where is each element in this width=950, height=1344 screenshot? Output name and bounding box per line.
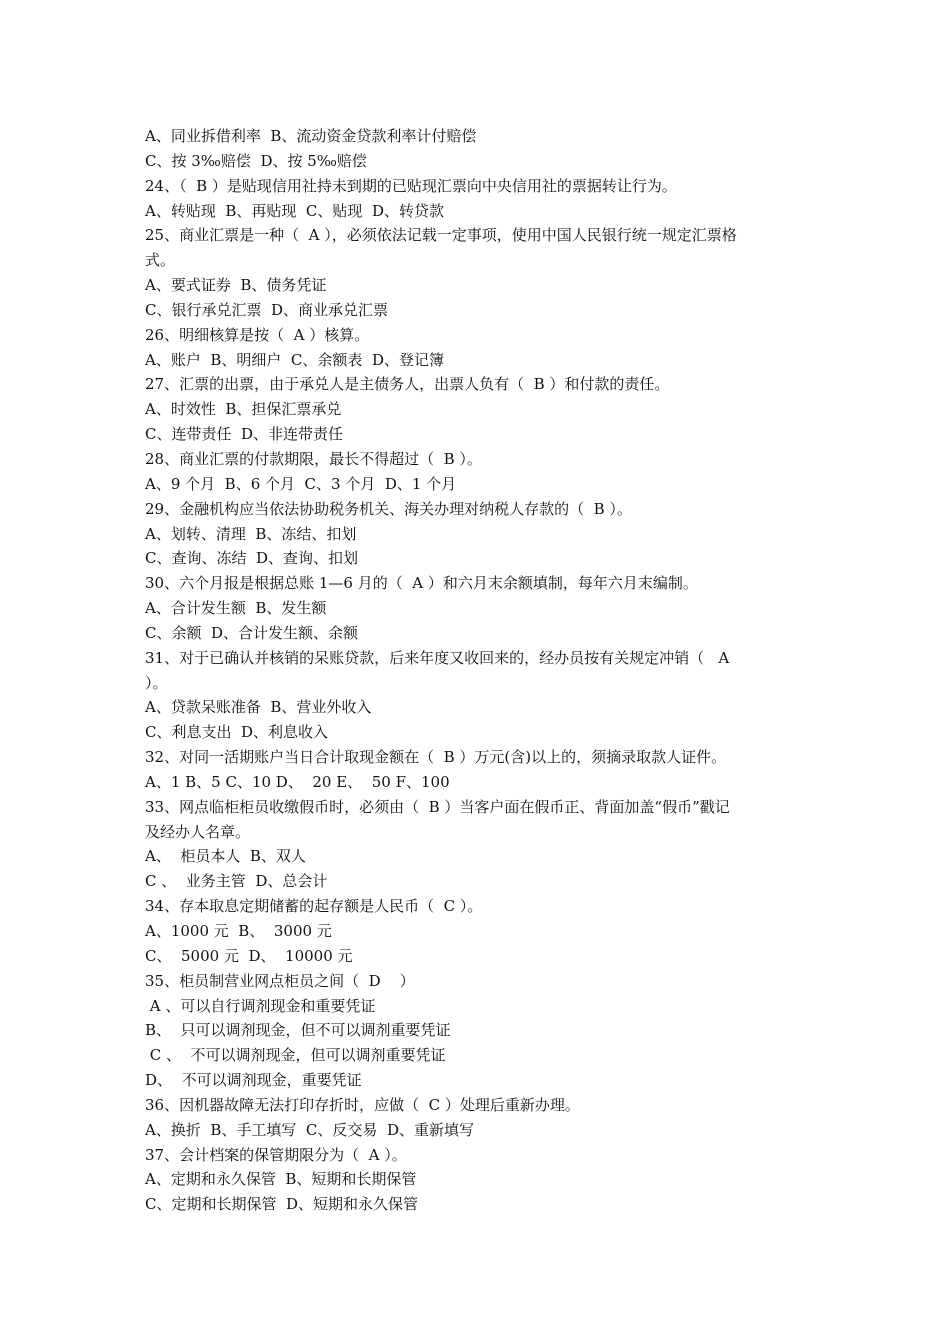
options-line: D、 不可以调剂现金，重要凭证: [145, 1071, 362, 1090]
options-line: A、贷款呆账准备 B、营业外收入: [145, 698, 372, 717]
options-line: C、利息支出 D、利息收入: [145, 723, 329, 742]
options-line: B、 只可以调剂现金，但不可以调剂重要凭证: [145, 1021, 451, 1040]
question-line: 36、因机器故障无法打印存折时，应做（ C ）处理后重新办理。: [145, 1095, 580, 1114]
question-line: 35、柜员制营业网点柜员之间（ D ）: [145, 971, 415, 990]
text-line: C、按 3‰赔偿 D、按 5‰赔偿: [145, 151, 367, 170]
question-line: 24、（ B ）是贴现信用社持未到期的已贴现汇票向中央信用社的票据转让行为。: [145, 176, 677, 195]
question-line: 29、金融机构应当依法协助税务机关、海关办理对纳税人存款的（ B ）。: [145, 499, 632, 518]
options-line: A、1 B、5 C、10 D、 20 E、 50 F、100: [145, 772, 450, 791]
options-line: C、查询、冻结 D、查询、扣划: [145, 549, 359, 568]
options-line: A、账户 B、明细户 C、余额表 D、登记簿: [145, 350, 444, 369]
options-line: C、银行承兑汇票 D、商业承兑汇票: [145, 300, 389, 319]
question-line: 37、会计档案的保管期限分为（ A ）。: [145, 1145, 407, 1164]
question-line: 33、网点临柜柜员收缴假币时，必须由（ B ）当客户面在假币正、背面加盖“假币”戳记: [145, 797, 730, 816]
text-line: A、同业拆借利率 B、流动资金贷款利率计付赔偿: [145, 127, 477, 145]
options-line: C、定期和长期保管 D、短期和永久保管: [145, 1195, 419, 1214]
question-line: 27、汇票的出票，由于承兑人是主债务人，出票人负有（ B ）和付款的责任。: [145, 375, 670, 394]
question-line: 26、明细核算是按（ A ）核算。: [145, 325, 370, 344]
options-line: A 、可以自行调剂现金和重要凭证: [145, 996, 376, 1015]
options-line: A、划转、清理 B、冻结、扣划: [145, 524, 357, 543]
question-line: 31、对于已确认并核销的呆账贷款，后来年度又收回来的，经办员按有关规定冲销（ A: [145, 648, 730, 667]
options-line: A、要式证券 B、债务凭证: [145, 276, 327, 295]
question-line: 30、六个月报是根据总账 1—6 月的（ A ）和六月末余额填制，每年六月末编制。: [145, 574, 698, 593]
options-line: A、9 个月 B、6 个月 C、3 个月 D、1 个月: [145, 474, 457, 493]
question-line: 25、商业汇票是一种（ A ），必须依法记载一定事项，使用中国人民银行统一规定汇票格: [145, 226, 737, 245]
options-line: A、1000 元 B、 3000 元: [145, 922, 332, 940]
options-line: A、换折 B、手工填写 C、反交易 D、重新填写: [145, 1120, 474, 1139]
options-line: C、余额 D、合计发生额、余额: [145, 623, 359, 642]
options-line: A、定期和永久保管 B、短期和长期保管: [145, 1170, 417, 1189]
options-line: A、时效性 B、担保汇票承兑: [145, 400, 342, 419]
question-line: 32、对同一活期账户当日合计取现金额在（ B ）万元(含)以上的，须摘录取款人证件。: [145, 748, 727, 767]
text-line: 式。: [145, 251, 176, 270]
document-text: [145, 124, 815, 1217]
options-line: C、 5000 元 D、 10000 元: [145, 946, 353, 965]
options-line: C、连带责任 D、非连带责任: [145, 425, 344, 444]
text-line: 及经办人名章。: [145, 822, 251, 841]
question-line: 34、存本取息定期储蓄的起存额是人民币（ C ）。: [145, 897, 483, 916]
options-line: A、合计发生额 B、发生额: [145, 599, 327, 618]
options-line: C 、 不可以调剂现金，但可以调剂重要凭证: [145, 1046, 446, 1065]
options-line: A、转贴现 B、再贴现 C、贴现 D、转贷款: [145, 201, 444, 220]
question-line: 28、商业汇票的付款期限，最长不得超过（ B ）。: [145, 449, 482, 468]
text-line: ）。: [145, 673, 168, 692]
options-line: C 、 业务主管 D、总会计: [145, 872, 328, 891]
options-line: A、 柜员本人 B、双人: [145, 847, 306, 866]
